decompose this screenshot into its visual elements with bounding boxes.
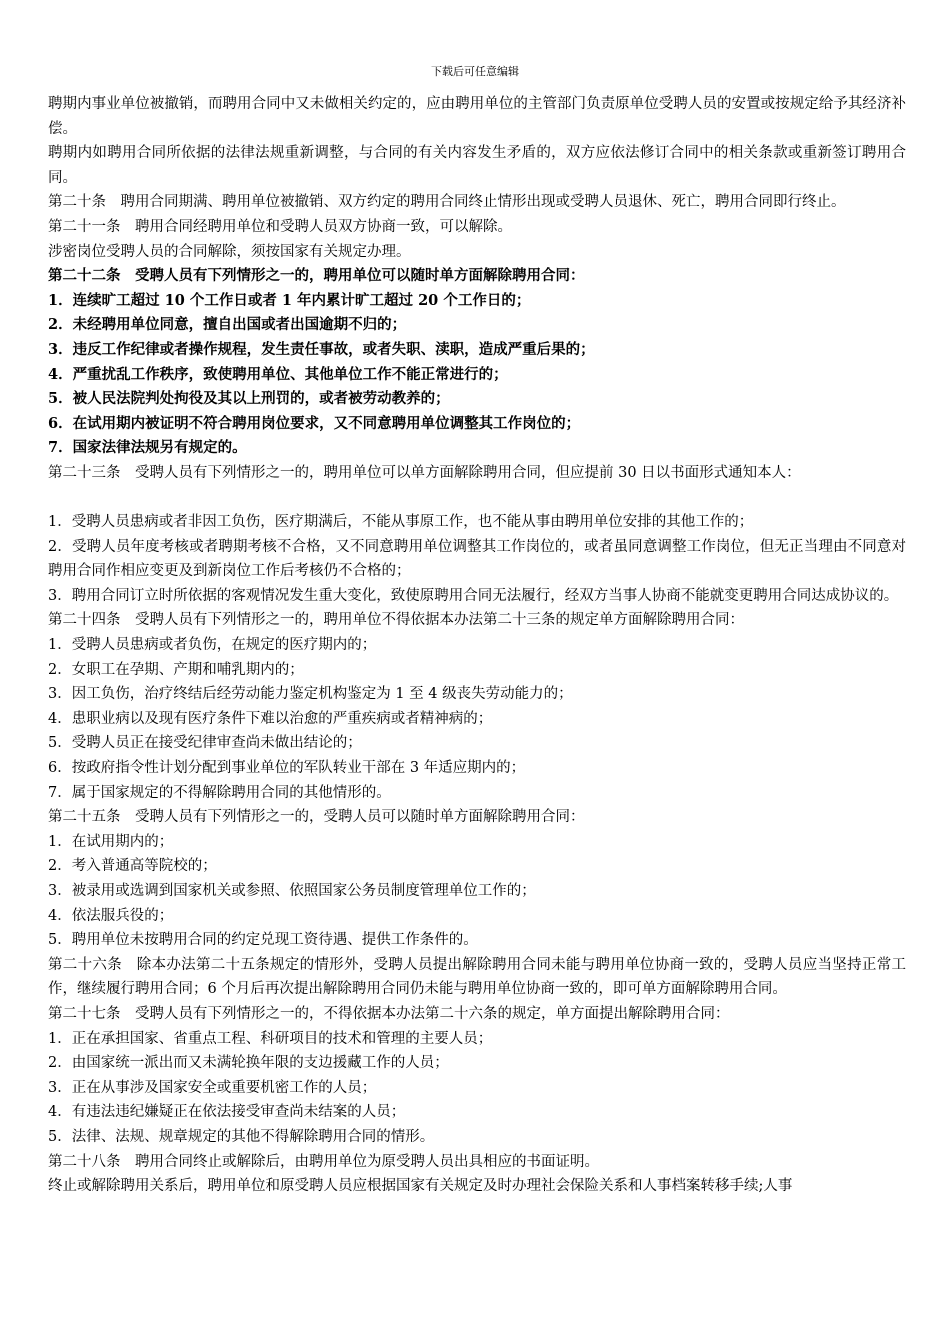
paragraph: 聘期内事业单位被撤销，而聘用合同中又未做相关约定的，应由聘用单位的主管部门负责原单位受聘人员的安置或按规定给予其经济补偿。: [48, 96, 906, 137]
paragraph: 1．连续旷工超过 10 个工作日或者 1 年内累计旷工超过 20 个工作日的；: [48, 291, 531, 309]
paragraph: 第二十条 聘用合同期满、聘用单位被撤销、双方约定的聘用合同终止情形出现或受聘人员退休、死亡，聘用合同即行终止。: [48, 194, 846, 211]
blank-line: [48, 486, 906, 511]
paragraph: 3．因工负伤，治疗终结后经劳动能力鉴定机构鉴定为 1 至 4 级丧失劳动能力的；: [48, 686, 573, 703]
paragraph: 5．聘用单位未按聘用合同的约定兑现工资待遇、提供工作条件的。: [48, 932, 478, 949]
paragraph: 第二十八条 聘用合同终止或解除后，由聘用单位为原受聘人员出具相应的书面证明。: [48, 1153, 599, 1170]
paragraph: 第二十四条 受聘人员有下列情形之一的，聘用单位不得依据本办法第二十三条的规定单方面解除聘用合同：: [48, 612, 744, 629]
paragraph: 1．正在承担国家、省重点工程、科研项目的技术和管理的主要人员；: [48, 1030, 493, 1047]
paragraph: 3．正在从事涉及国家安全或重要机密工作的人员；: [48, 1079, 377, 1096]
document-body: [48, 92, 906, 1199]
paragraph: 2．女职工在孕期、产期和哺乳期内的；: [48, 661, 304, 678]
paragraph: 1．在试用期内的；: [48, 833, 174, 850]
paragraph: 3．聘用合同订立时所依据的客观情况发生重大变化，致使原聘用合同无法履行，经双方当事人协商不能就变更聘用合同达成协议的。: [48, 587, 899, 604]
paragraph: 3．被录用或选调到国家机关或参照、依照国家公务员制度管理单位工作的；: [48, 883, 536, 899]
paragraph: 7．属于国家规定的不得解除聘用合同的其他情形的。: [48, 784, 391, 801]
paragraph: 4．有违法违纪嫌疑正在依法接受审查尚未结案的人员；: [48, 1104, 406, 1121]
page-header: 下载后可任意编辑: [431, 65, 519, 78]
paragraph: 1．受聘人员患病或者负伤，在规定的医疗期内的；: [48, 637, 377, 654]
paragraph: 2．未经聘用单位同意，擅自出国或者出国逾期不归的；: [48, 316, 407, 334]
paragraph: 5．被人民法院判处拘役及其以上刑罚的，或者被劳动教养的；: [48, 390, 450, 408]
paragraph: 7．国家法律法规另有规定的。: [48, 439, 247, 457]
paragraph: 第二十三条 受聘人员有下列情形之一的，聘用单位可以单方面解除聘用合同，但应提前 30 日以书面形式通知本人：: [48, 464, 801, 481]
paragraph: 5．法律、法规、规章规定的其他不得解除聘用合同的情形。: [48, 1128, 435, 1145]
paragraph: 1．受聘人员患病或者非因工负伤，医疗期满后，不能从事原工作，也不能从事由聘用单位安排的其他工作的；: [48, 514, 754, 531]
paragraph: 4．依法服兵役的；: [48, 907, 174, 924]
paragraph: 3．违反工作纪律或者操作规程，发生责任事故，或者失职、渎职，造成严重后果的；: [48, 340, 595, 358]
paragraph: 4．严重扰乱工作秩序，致使聘用单位、其他单位工作不能正常进行的；: [48, 365, 508, 383]
paragraph: 终止或解除聘用关系后，聘用单位和原受聘人员应根据国家有关规定及时办理社会保险关系和人事档案转移手续;人事: [48, 1178, 793, 1195]
paragraph: 第二十七条 受聘人员有下列情形之一的，不得依据本办法第二十六条的规定，单方面提出解除聘用合同：: [48, 1005, 730, 1022]
paragraph: 聘期内如聘用合同所依据的法律法规重新调整，与合同的有关内容发生矛盾的，双方应依法修订合同中的相关条款或重新签订聘用合同。: [48, 145, 906, 186]
paragraph: 6．按政府指令性计划分配到事业单位的军队转业干部在 3 年适应期内的；: [48, 760, 526, 777]
paragraph: 4．患职业病以及现有医疗条件下难以治愈的严重疾病或者精神病的；: [48, 710, 493, 727]
paragraph: 2．由国家统一派出而又未满轮换年限的支边援藏工作的人员；: [48, 1055, 449, 1072]
paragraph: 2．考入普通高等院校的；: [48, 858, 217, 875]
paragraph: 5．受聘人员正在接受纪律审查尚未做出结论的；: [48, 735, 362, 752]
paragraph: 第二十一条 聘用合同经聘用单位和受聘人员双方协商一致，可以解除。: [48, 218, 512, 235]
paragraph: 第二十六条 除本办法第二十五条规定的情形外，受聘人员提出解除聘用合同未能与聘用单位协商一致的，受聘人员应当坚持正常工作，继续履行聘用合同；6 个月后再次提出解除聘用合同仍未能与聘用单位协商一致的，即可单方面解除聘用合同。: [48, 956, 906, 998]
paragraph: 6．在试用期内被证明不符合聘用岗位要求，又不同意聘用单位调整其工作岗位的；: [48, 414, 581, 432]
paragraph: 2．受聘人员年度考核或者聘期考核不合格，又不同意聘用单位调整其工作岗位的，或者虽同意调整工作岗位，但无正当理由不同意对聘用合同作相应变更及到新岗位工作后考核仍不合格的；: [48, 538, 906, 580]
paragraph: 第二十五条 受聘人员有下列情形之一的，受聘人员可以随时单方面解除聘用合同：: [48, 809, 585, 826]
paragraph: 涉密岗位受聘人员的合同解除，须按国家有关规定办理。: [48, 243, 411, 260]
paragraph: 第二十二条 受聘人员有下列情形之一的，聘用单位可以随时单方面解除聘用合同：: [48, 267, 585, 285]
